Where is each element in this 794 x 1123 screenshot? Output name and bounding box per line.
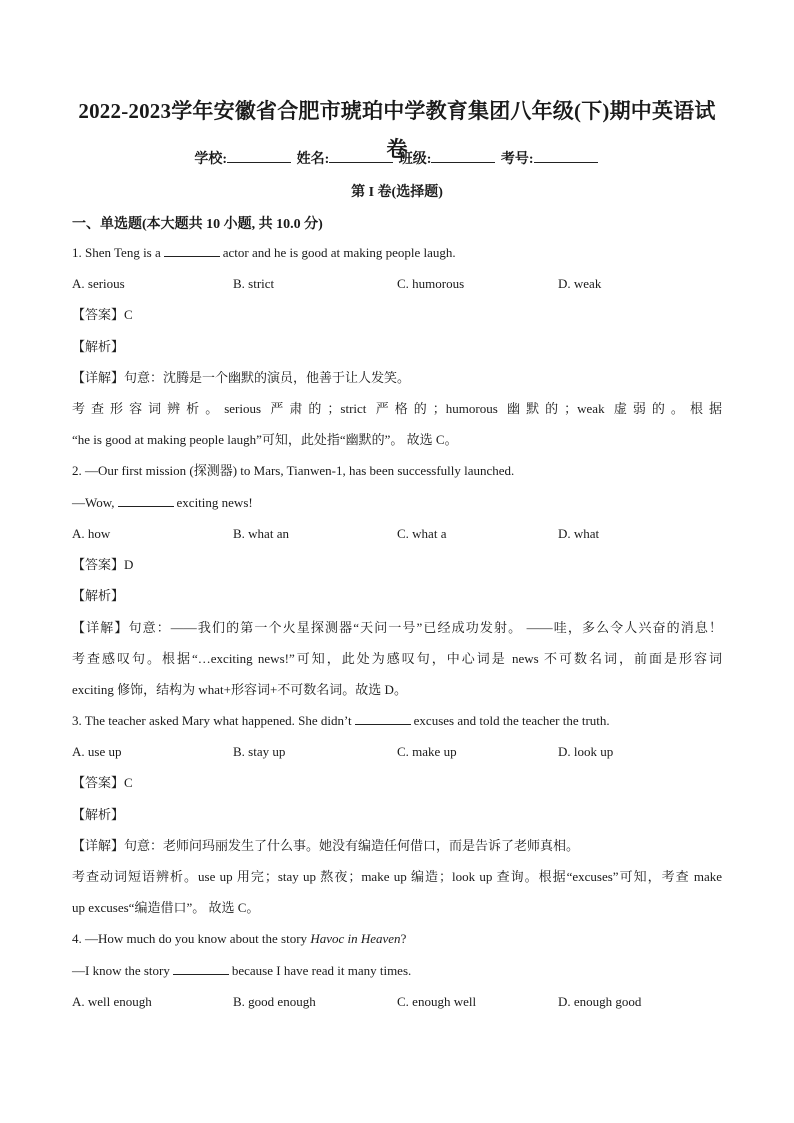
volume-heading: 第 I 卷(选择题) [351,185,443,200]
question-1-answer: 【答案】C [72,307,133,322]
answer-blank [173,962,229,975]
student-info-line [0,148,794,168]
question-3-answer: 【答案】C [72,775,133,790]
question-4-option-a[interactable]: A. well enough [72,994,152,1009]
question-2-explanation-2: exciting 修饰，结构为 what+形容词+不可数名词。故选 D。 [72,682,407,697]
exam-title-line2: 卷 [386,137,408,161]
question-4-stem: 4. —How much do you know about the story Havoc in Heaven? [72,931,407,946]
question-2-analysis-label: 【解析】 [72,588,125,603]
question-1-stem: 1. Shen Teng is a actor and he is good at making people laugh. [72,245,456,260]
question-2-option-c[interactable]: C. what a [397,526,447,541]
exam-title-line1: 2022-2023学年安徽省合肥市琥珀中学教育集团八年级(下)期中英语试 [78,99,716,123]
question-3-stem: 3. The teacher asked Mary what happened. She didn’t excuses and told the teacher the truth. [72,713,610,728]
section-heading: 一、单选题(本大题共 10 小题, 共 10.0 分) [72,217,323,232]
question-3-option-d[interactable]: D. look up [558,744,614,759]
question-2-stem-2: —Wow, exciting news! [72,495,253,510]
question-1-option-b[interactable]: B. strict [233,276,275,291]
name-blank[interactable] [329,149,393,163]
question-2-detail: 【详解】句意：——我们的第一个火星探测器“天问一号”已经成功发射。 ——哇，多么令人兴奋的消息！ [72,620,722,635]
question-4-stem-2: —I know the story because I have read it many times. [72,963,412,978]
answer-blank [355,712,411,725]
number-label: 考号: [500,152,534,167]
answer-blank [164,244,220,257]
name-label: 姓名: [296,152,330,167]
question-1-option-a[interactable]: A. serious [72,276,125,291]
question-2-stem: 2. —Our first mission (探测器) to Mars, Tianwen-1, has been successfully launched. [72,463,515,478]
question-3-analysis-label: 【解析】 [72,807,125,822]
answer-blank [118,494,174,507]
question-2-option-b[interactable]: B. what an [233,526,289,541]
question-4-option-c[interactable]: C. enough well [397,994,477,1009]
question-1-analysis-label: 【解析】 [72,339,125,354]
school-label: 学校: [194,152,228,167]
number-blank[interactable] [534,149,598,163]
question-3-detail: 【详解】句意：老师问玛丽发生了什么事。她没有编造任何借口，而是告诉了老师真相。 [72,838,580,853]
question-3-option-c[interactable]: C. make up [397,744,457,759]
question-4-option-d[interactable]: D. enough good [558,994,642,1009]
story-title: Havoc in Heaven [310,931,401,946]
question-4-option-b[interactable]: B. good enough [233,994,316,1009]
question-2-option-a[interactable]: A. how [72,526,111,541]
question-1-option-c[interactable]: C. humorous [397,276,465,291]
question-2-option-d[interactable]: D. what [558,526,600,541]
class-blank[interactable] [431,149,495,163]
question-1-option-d[interactable]: D. weak [558,276,602,291]
question-3-option-b[interactable]: B. stay up [233,744,286,759]
question-1-explanation-1: 考查形容词辨析。serious 严肃的；strict 严格的；humorous 幽默的；weak 虚弱的。根据 [72,401,722,416]
school-blank[interactable] [227,149,291,163]
question-3-option-a[interactable]: A. use up [72,744,122,759]
question-2-answer: 【答案】D [72,557,134,572]
class-label: 班级: [398,152,432,167]
question-2-explanation-1: 考查感叹句。根据“…exciting news!”可知，此处为感叹句，中心词是 news 不可数名词，前面是形容词 [72,651,722,666]
question-3-explanation-2: up excuses“编造借口”。 故选 C。 [72,900,260,915]
question-1-detail: 【详解】句意：沈腾是一个幽默的演员，他善于让人发笑。 [72,370,411,385]
question-1-explanation-2: “he is good at making people laugh”可知，此处指“幽默的”。 故选 C。 [72,432,458,447]
question-3-explanation-1: 考查动词短语辨析。use up 用完；stay up 熬夜；make up 编造；look up 查询。根据“excuses”可知，考查 make [72,869,722,884]
